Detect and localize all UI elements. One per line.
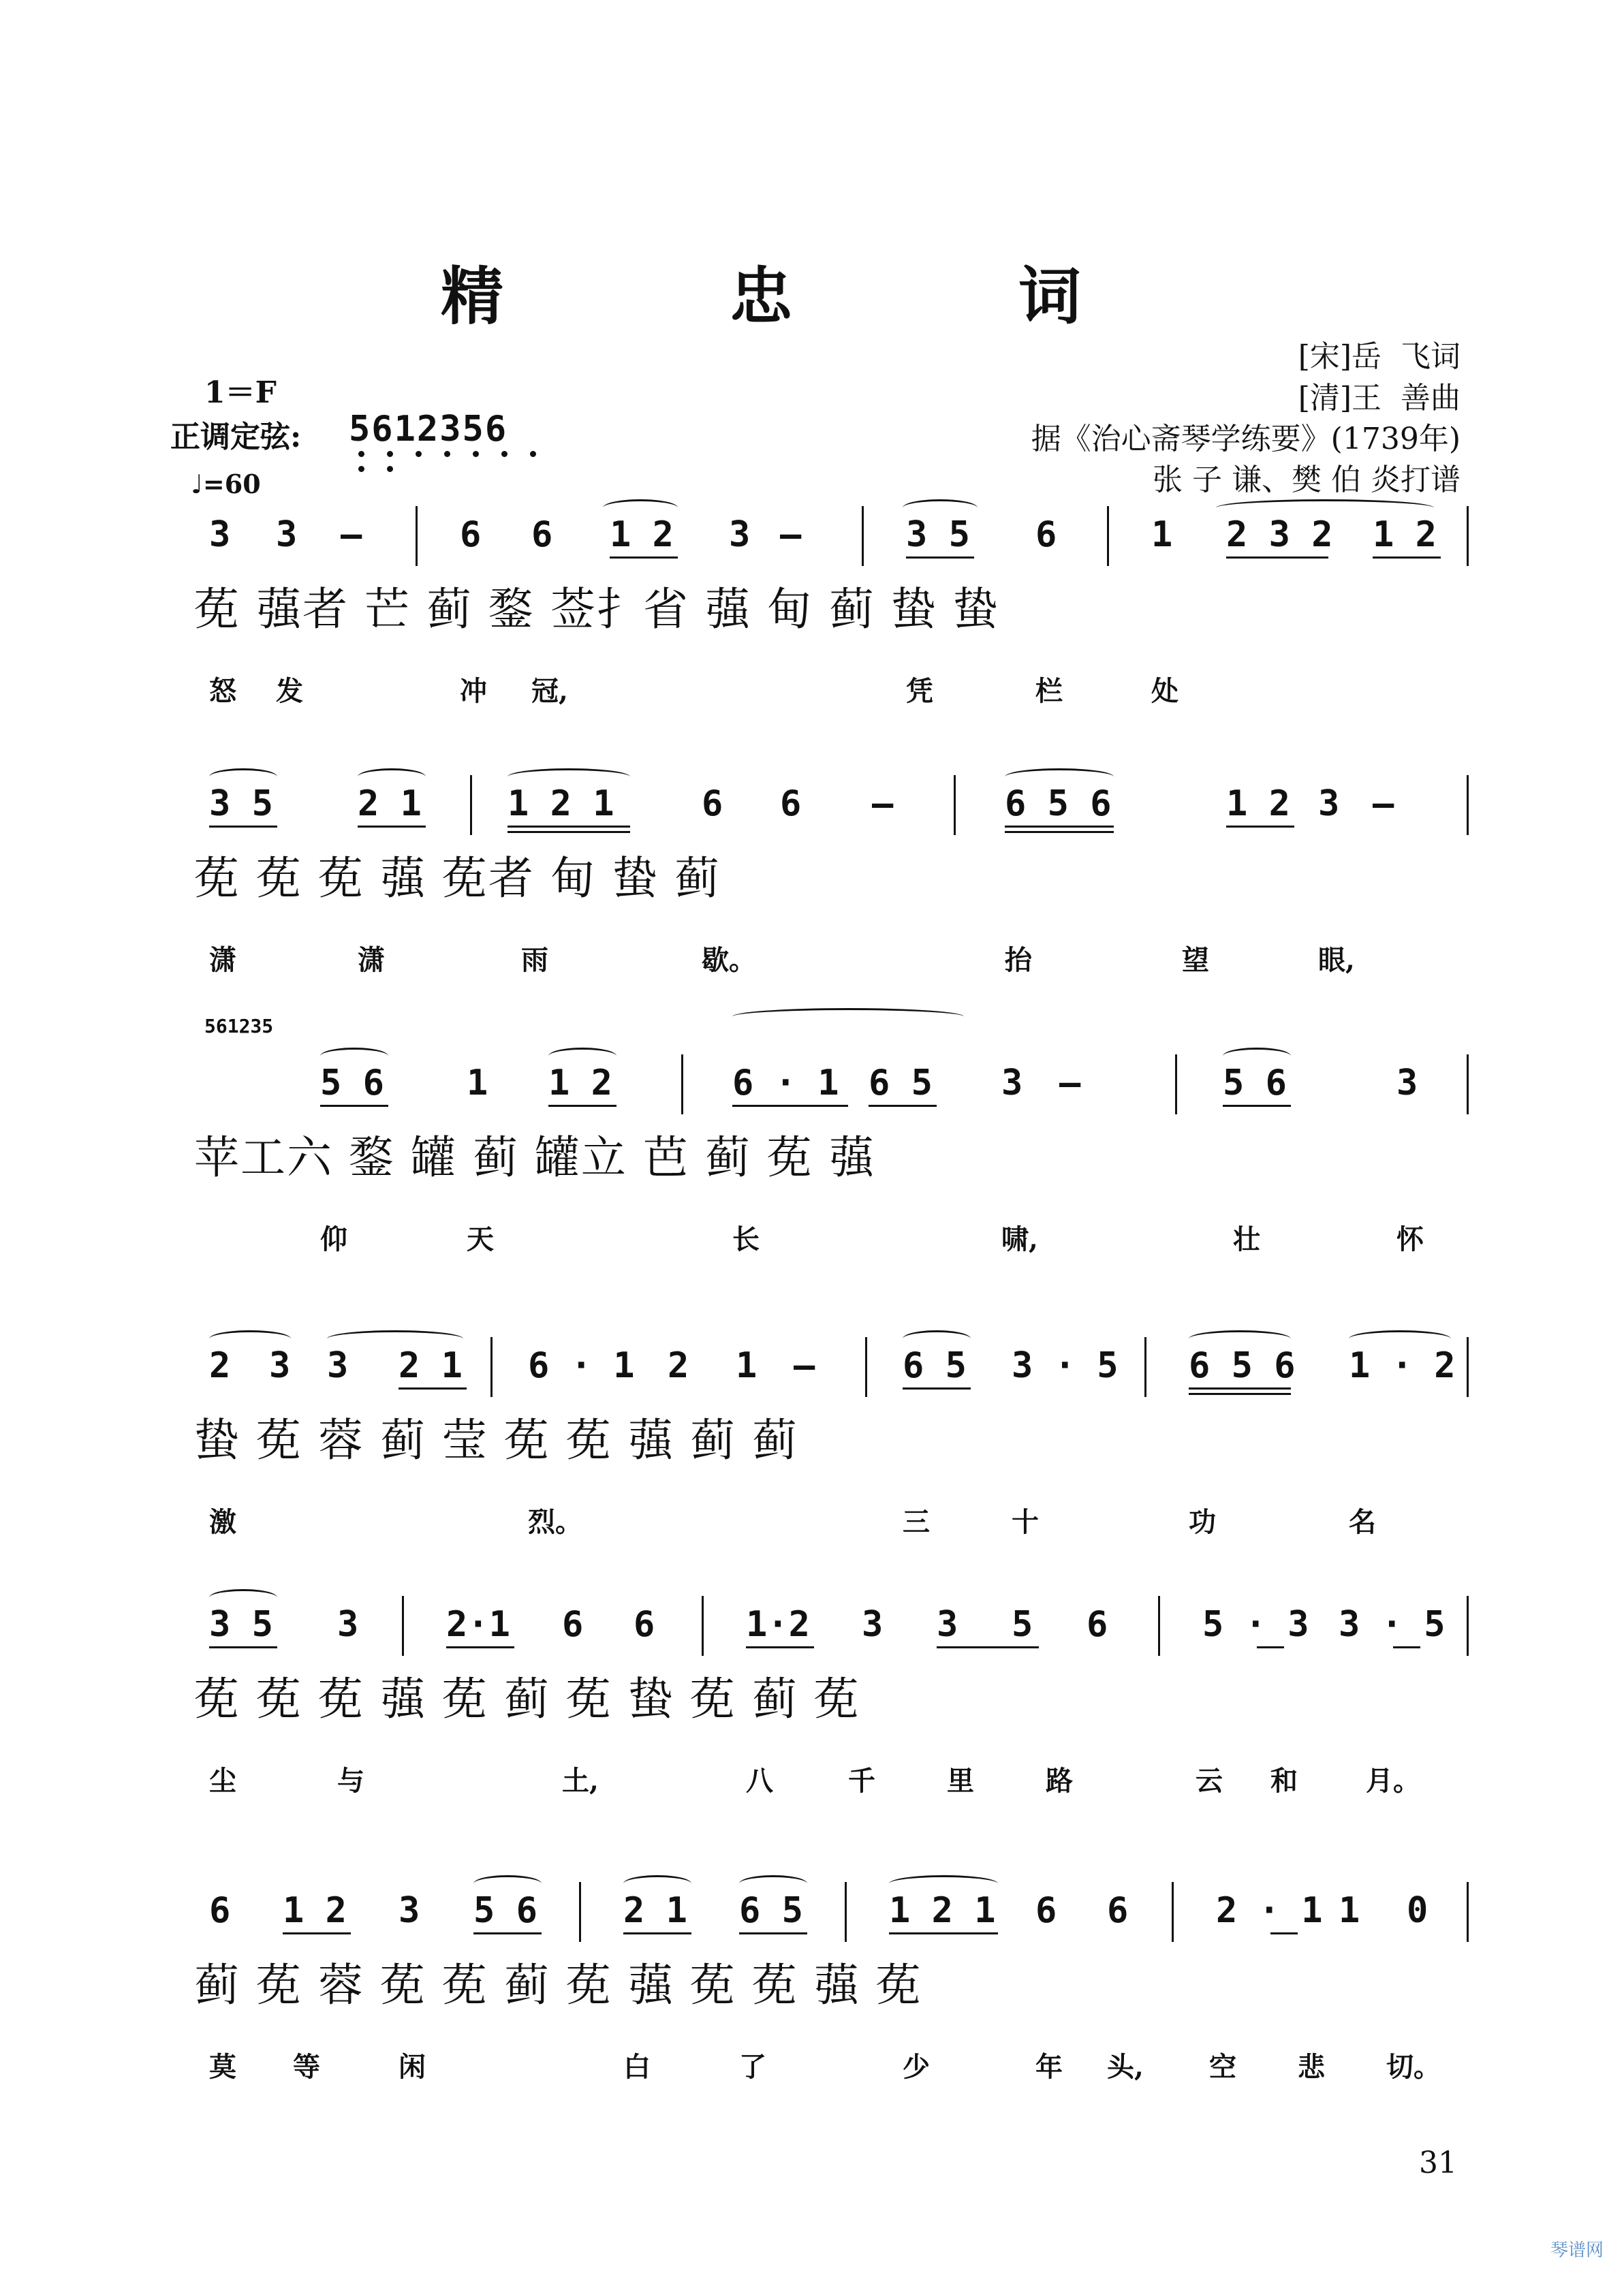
composer-credit: [清]王 善曲 [1298,381,1461,415]
lyric: 抬 [1005,944,1032,976]
lyric: 悲 [1298,2051,1325,2083]
note: 1 2 [610,514,674,555]
lyric: 怀 [1396,1223,1424,1255]
page-title: 精 忠 词 [440,260,1184,333]
note: 2 [209,1345,231,1386]
note: 3 [1001,1063,1023,1103]
tablature-row: 莬 莬 莬 蔃 莬者 甸 蛰 蓟 [194,852,721,905]
note: 2·1 [446,1604,510,1645]
note: 6 [780,783,802,824]
lyric: 年 [1035,2051,1063,2083]
lyric: 十 [1012,1506,1039,1538]
page-number: 31 [1419,2146,1457,2180]
note: 2 [668,1345,689,1386]
lyric: 与 [337,1765,364,1797]
note: 1 [467,1063,488,1103]
note: 6 [634,1604,655,1645]
lyric: 头, [1107,2051,1144,2083]
note: 2 3 2 [1226,514,1333,555]
tablature-row: 蛰 莬 蓉 蓟 莹 莬 莬 蔃 蓟 蓟 [194,1414,798,1466]
note: 1 2 1 [889,1890,996,1931]
lyricist-credit: [宋]岳 飞词 [1298,339,1461,374]
lyric: 壮 [1233,1223,1260,1255]
note: 3 5 [209,783,273,824]
note: 2 1 [399,1345,463,1386]
note: 6 [531,514,553,555]
note: 3 [937,1604,958,1645]
note: 5 6 [1223,1063,1287,1103]
tablature-row: 莬 莬 莬 蔃 莬 蓟 莬 蛰 莬 蓟 莬 [194,1673,860,1725]
note: 6 · 1 [732,1063,839,1103]
lyric: 功 [1189,1506,1216,1538]
note: 6 [1035,1890,1057,1931]
lyric: 潇 [358,944,385,976]
lyric: 白 [623,2051,651,2083]
note: 3 [327,1345,349,1386]
note: 1 2 1 [507,783,614,824]
note: 6 5 [869,1063,933,1103]
lyric: 激 [209,1506,236,1538]
lyric: 凭 [906,675,933,707]
note: 3 · 5 [1012,1345,1119,1386]
lyric: 烈。 [528,1506,582,1538]
note: 3 5 [906,514,970,555]
lyric: 冲 [460,675,487,707]
lyric: 长 [732,1223,760,1255]
tablature-row: 蓟 莬 蓉 莬 莬 蓟 莬 蔃 莬 莬 蔃 莬 [194,1959,922,2011]
lyric: 云 [1196,1765,1223,1797]
note: 3 · 5 [1339,1604,1446,1645]
note: — [1373,783,1394,824]
lyric: 望 [1182,944,1209,976]
lyric: 栏 [1035,675,1063,707]
lyric: 了 [739,2051,766,2083]
lyric: 八 [746,1765,773,1797]
lyric: 尘 [209,1765,236,1797]
lyric: 莫 [209,2051,236,2083]
lyric: 啸, [1001,1223,1038,1255]
note: 5 · 3 [1202,1604,1309,1645]
note: 3 [337,1604,359,1645]
note: — [341,514,362,555]
tablature-row: 莬 蔃者 芒 蓟 鍪 莶扌省 蔃 甸 蓟 蛰 蛰 [194,583,999,636]
note: 5 6 [320,1063,384,1103]
note: 6 [460,514,482,555]
lyric: 路 [1046,1765,1073,1797]
note: 1 2 [1373,514,1437,555]
source-credit: 据《治心斋琴学练要》(1739年) [1031,422,1461,456]
note: 1 [736,1345,758,1386]
note: 6 5 [903,1345,967,1386]
note: 1 [1339,1890,1360,1931]
lyric: 少 [903,2051,930,2083]
tuning-inline: 561235 [204,1015,274,1037]
note: 6 5 [739,1890,803,1931]
note: 1 2 [548,1063,612,1103]
note: 1 [1151,514,1173,555]
lyric: 三 [903,1506,930,1538]
note: 2 1 [358,783,422,824]
tablature-row: 苹工六 鍪 罐 蓟 罐立 芭 蓟 莬 蔃 [194,1131,875,1184]
note: 1 2 [1226,783,1290,824]
note: — [780,514,802,555]
note: 6 [1087,1604,1108,1645]
lyric: 土, [562,1765,599,1797]
lyric: 切。 [1386,2051,1441,2083]
lyric: 眼, [1318,944,1355,976]
lyric: 天 [467,1223,494,1255]
note: 6 [702,783,723,824]
note: 3 [729,514,751,555]
note: 6 [1035,514,1057,555]
note: 3 5 [209,1604,273,1645]
lyric: 处 [1151,675,1178,707]
lyric: 千 [848,1765,875,1797]
lyric: 闲 [399,2051,426,2083]
lyric: 月。 [1366,1765,1420,1797]
lyric: 空 [1209,2051,1236,2083]
note: 2 1 [623,1890,687,1931]
note: 1·2 [746,1604,810,1645]
lyric: 等 [293,2051,320,2083]
lyric: 仰 [320,1223,347,1255]
lyric: 歇。 [702,944,756,976]
tuning-label: 正调定弦: [170,420,302,454]
lyric: 雨 [521,944,548,976]
lyric: 和 [1270,1765,1298,1797]
note: 3 [269,1345,291,1386]
tempo-marking: ♩=60 [191,469,261,499]
note: 3 [209,514,231,555]
note: 3 [399,1890,420,1931]
lyric: 冠, [531,675,568,707]
note: 2 · 1 [1216,1890,1323,1931]
lyric: 怒 [209,675,236,707]
lyric: 发 [276,675,303,707]
note: 3 [276,514,298,555]
note: 6 5 6 [1005,783,1112,824]
note: 6 [209,1890,231,1931]
note: 5 [1012,1604,1033,1645]
note: — [1059,1063,1081,1103]
note: 3 [1318,783,1340,824]
lyric: 里 [947,1765,974,1797]
note: 6 [562,1604,584,1645]
lyric: 名 [1349,1506,1376,1538]
note: — [872,783,894,824]
note: 1 · 2 [1349,1345,1456,1386]
note: 1 2 [283,1890,347,1931]
note: — [794,1345,815,1386]
note: 6 [1107,1890,1129,1931]
lyric: 潇 [209,944,236,976]
watermark: 琴谱网 [1550,2240,1604,2261]
note: 3 [862,1604,884,1645]
note: 6 5 6 [1189,1345,1296,1386]
transcriber-credit: 张 子 谦、樊 伯 炎打谱 [1153,462,1461,497]
note: 0 [1407,1890,1428,1931]
tuning-notes: 5612356 [349,409,508,450]
note: 3 [1396,1063,1418,1103]
note: 6 · 1 [528,1345,635,1386]
note: 5 6 [473,1890,537,1931]
key-signature: 1＝F [204,375,277,410]
